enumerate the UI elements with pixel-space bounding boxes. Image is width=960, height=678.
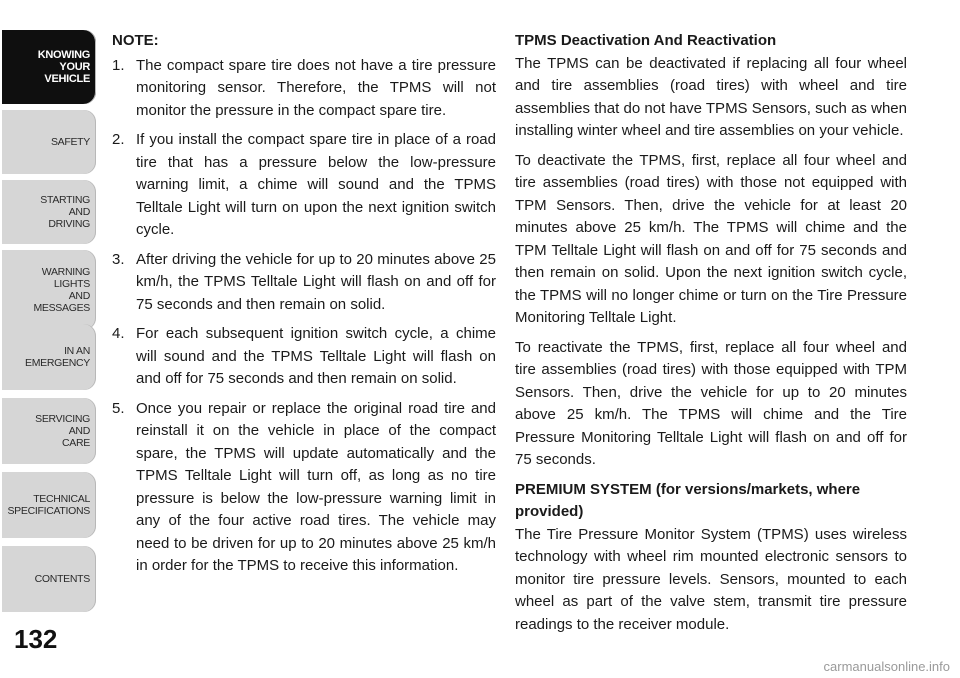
item-text: For each subsequent ignition switch cycle, a chime will sound and the TPMS Telltale Light will flash on and off for 75 seconds and then remain on solid. [136,325,496,387]
list-item [112,249,496,317]
item-number: 3. [112,250,125,268]
tab-knowing-your-vehicle[interactable] [2,30,96,104]
tab-contents[interactable] [2,546,96,612]
item-number: 1. [112,56,125,74]
tab-safety[interactable] [2,110,96,174]
tab-label: WARNING LIGHTS AND MESSAGES [33,266,90,314]
list-item [112,323,496,391]
paragraph: To reactivate the TPMS, first, replace all four wheel and tire assemblies (road tires) with those equipped with TPM Sensors. Then, drive the vehicle for up to 20 minutes above 25 km/h. The TPMS will chime and the Tire Pressure Monitoring Telltale Light will flash on and off for 75 seconds. [515,338,907,468]
section-heading: TPMS Deactivation And Reactivation [515,32,777,49]
left-column [112,30,496,585]
watermark: carmanualsonline.info [823,659,950,674]
item-number: 4. [112,325,125,342]
tab-in-an-emergency[interactable] [2,324,96,390]
list-item [112,55,496,123]
tab-starting-and-driving[interactable] [2,180,96,244]
list-item [112,398,496,578]
tab-label: KNOWING YOUR VEHICLE [37,49,90,85]
list-item [112,129,496,242]
tab-label: CONTENTS [34,573,90,585]
tab-label: SERVICING AND CARE [35,413,90,449]
tab-label: TECHNICAL SPECIFICATIONS [7,493,90,517]
paragraph: To deactivate the TPMS, first, replace all four wheel and tire assemblies (road tires) with those not equipped with TPM Sensors. Then, drive the vehicle for at least 20 minutes above 25 km/h. The TPMS will chime and the TPM Telltale Light will flash on and off for 75 seconds and then remain on solid. Upon the next ignition switch cycle, the TPMS will no longer chime or turn on the Tire Pressure Monitoring Telltale Light. [515,151,907,326]
item-number: 5. [112,399,125,417]
tab-label: STARTING AND DRIVING [40,194,90,230]
premium-heading: PREMIUM SYSTEM (for versions/markets, where provided) [515,480,861,520]
note-list [112,55,496,578]
item-text: Once you repair or replace the original road tire and reinstall it on the vehicle in place of the compact spare, the TPMS will update automatically and the TPMS Telltale Light will turn off, as long as no tire pressure is below the low-pressure warning limit in any of the four active road tires. The vehicle may need to be driven for up to 20 minutes above 25 km/h in order for the TPMS to receive this information. [136,399,496,574]
page-number: 132 [14,624,58,654]
item-text: The compact spare tire does not have a tire pressure monitoring sensor. Therefore, the TPMS will not monitor the pressure in the compact spare tire. [136,56,496,119]
item-text: After driving the vehicle for up to 20 minutes above 25 km/h, the TPMS Telltale Light will flash on and off for 75 seconds and then remain on solid. [136,250,496,313]
item-text: If you install the compact spare tire in place of a road tire that has a pressure below the low-pressure warning limit, a chime will sound and the TPMS Telltale Light will turn on upon the next ignition switch cycle. [136,131,496,238]
right-column [515,30,907,643]
tab-servicing-and-care[interactable] [2,398,96,464]
tab-warning-lights[interactable] [2,250,96,330]
tab-label: SAFETY [50,136,90,148]
tab-label: IN AN EMERGENCY [25,345,90,369]
paragraph: The TPMS can be deactivated if replacing all four wheel and tire assemblies (road tires) with wheel and tire assemblies that do not have TPMS Sensors, such as when installing winter wheel and tire assemblies on your vehicle. [515,54,907,139]
paragraph: The Tire Pressure Monitor System (TPMS) uses wireless technology with wheel rim mounted electronic sensors to monitor tire pressure levels. Sensors, mounted to each wheel as part of the valve stem, transmit tire pressure readings to the receiver module. [515,525,907,633]
item-number: 2. [112,131,125,148]
tab-technical-specifications[interactable] [2,472,96,538]
note-heading: NOTE: [112,32,159,49]
